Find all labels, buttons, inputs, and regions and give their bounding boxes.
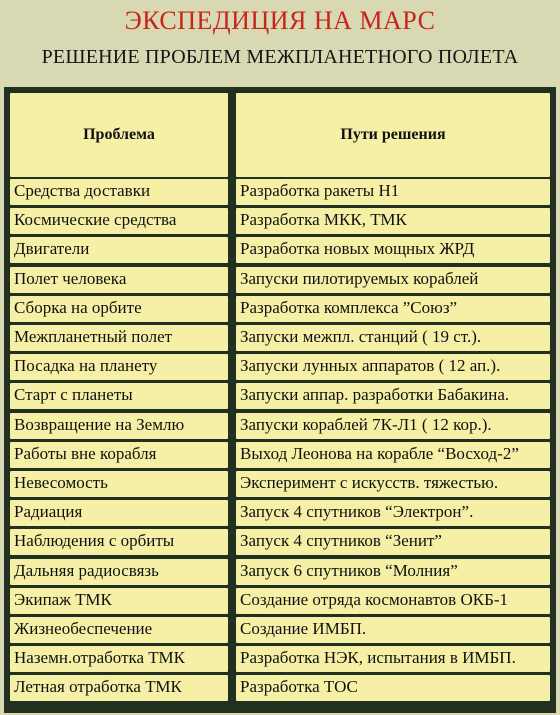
solution-cell: Создание ИМБП. [236,617,550,643]
problem-cell: Посадка на планету [10,354,228,380]
problem-cell: Дальняя радиосвязь [10,559,228,585]
problem-cell: Возвращение на Землю [10,413,228,439]
slide-title: ЭКСПЕДИЦИЯ НА МАРС [124,6,436,35]
problems-table [4,87,556,713]
solution-cell: Разработка новых мощных ЖРД [236,237,550,263]
solution-cell: Запуски лунных аппаратов ( 12 ап.). [236,354,550,380]
problem-cell: Старт с планеты [10,383,228,409]
problem-cell: Жизнеобеспечение [10,617,228,643]
solution-cell: Выход Леонова на корабле “Восход-2” [236,442,550,468]
problem-cell: Сборка на орбите [10,296,228,322]
problem-cell: Невесомость [10,471,228,497]
solution-cell: Разработка ракеты Н1 [236,179,550,205]
slide-subtitle: РЕШЕНИЕ ПРОБЛЕМ МЕЖПЛАНЕТНОГО ПОЛЕТА [41,46,519,68]
solution-cell: Запуски кораблей 7К-Л1 ( 12 кор.). [236,413,550,439]
problem-cell: Средства доставки [10,179,228,205]
header-solutions: Пути решения [236,93,550,177]
problem-cell: Межпланетный полет [10,325,228,351]
solution-cell: Запуск 6 спутников “Молния” [236,559,550,585]
solution-cell: Запуск 4 спутников “Зенит” [236,529,550,555]
solution-cell: Создание отряда космонавтов ОКБ-1 [236,588,550,614]
problem-cell: Радиация [10,500,228,526]
solution-cell: Запуски пилотируемых кораблей [236,267,550,293]
problem-cell: Полет человека [10,267,228,293]
problem-cell: Наземн.отработка ТМК [10,646,228,672]
problem-cell: Наблюдения с орбиты [10,529,228,555]
problem-cell: Двигатели [10,237,228,263]
problem-cell: Работы вне корабля [10,442,228,468]
header-problem: Проблема [10,93,228,177]
solution-cell: Запуск 4 спутников “Электрон”. [236,500,550,526]
solution-cell: Разработка ТОС [236,675,550,701]
problem-cell: Летная отработка ТМК [10,675,228,701]
solution-cell: Разработка комплекса ”Союз” [236,296,550,322]
solution-cell: Разработка МКК, ТМК [236,208,550,234]
solution-cell: Эксперимент с искусств. тяжестью. [236,471,550,497]
problem-cell: Космические средства [10,208,228,234]
problem-cell: Экипаж ТМК [10,588,228,614]
solution-cell: Разработка НЭК, испытания в ИМБП. [236,646,550,672]
solution-cell: Запуски межпл. станций ( 19 ст.). [236,325,550,351]
solution-cell: Запуски аппар. разработки Бабакина. [236,383,550,409]
